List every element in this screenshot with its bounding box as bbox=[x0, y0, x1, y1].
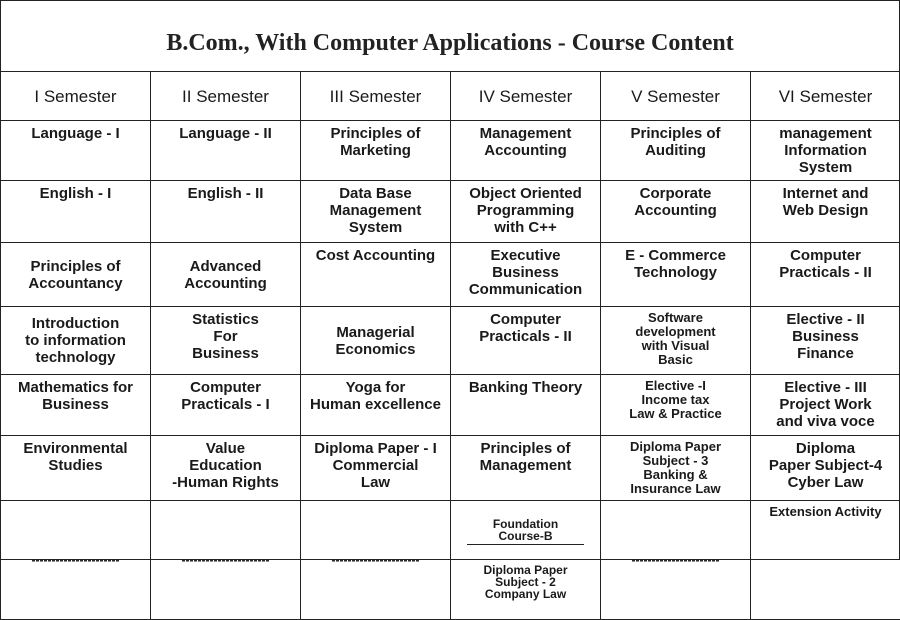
course-cell: Elective -I Income tax Law & Practice bbox=[601, 375, 751, 436]
empty-cell-dashes: ---------------------- bbox=[601, 501, 751, 620]
table-row bbox=[1, 307, 900, 375]
table-row bbox=[1, 181, 900, 243]
course-cell: Value Education -Human Rights bbox=[151, 436, 301, 501]
course-cell: Diploma Paper Subject - 3 Banking & Insurance Law bbox=[601, 436, 751, 501]
course-cell: management Information System bbox=[751, 121, 900, 181]
table-row bbox=[1, 501, 900, 620]
course-cell: Statistics For Business bbox=[151, 307, 301, 375]
course-cell: Extension Activity bbox=[751, 501, 900, 620]
course-cell: Yoga for Human excellence bbox=[301, 375, 451, 436]
course-cell: Diploma Paper Subject-4 Cyber Law bbox=[751, 436, 900, 501]
course-cell: Language - I bbox=[1, 121, 151, 181]
course-cell: Internet and Web Design bbox=[751, 181, 900, 243]
table-row bbox=[1, 375, 900, 436]
page-title: B.Com., With Computer Applications - Course Content bbox=[0, 30, 900, 57]
course-cell: Data Base Management System bbox=[301, 181, 451, 243]
course-cell: Cost Accounting bbox=[301, 243, 451, 307]
semester-1-header: I Semester bbox=[1, 72, 151, 121]
course-cell: Corporate Accounting bbox=[601, 181, 751, 243]
course-cell: English - II bbox=[151, 181, 301, 243]
semester-4-header: IV Semester bbox=[451, 72, 601, 121]
course-cell: Software development with Visual Basic bbox=[601, 307, 751, 375]
course-cell: Computer Practicals - II bbox=[751, 243, 900, 307]
course-cell: Elective - II Business Finance bbox=[751, 307, 900, 375]
empty-cell-dashes: ---------------------- bbox=[151, 501, 301, 620]
course-cell: Language - II bbox=[151, 121, 301, 181]
table-row bbox=[1, 436, 900, 501]
semester-2-header: II Semester bbox=[151, 72, 301, 121]
foundation-course-label: Foundation Course-B bbox=[467, 518, 584, 545]
course-cell: Environmental Studies bbox=[1, 436, 151, 501]
course-cell: Principles of Marketing bbox=[301, 121, 451, 181]
course-cell: Executive Business Communication bbox=[451, 243, 601, 307]
header-row bbox=[1, 72, 900, 121]
course-cell: Introduction to information technology bbox=[1, 307, 151, 375]
course-cell: Banking Theory bbox=[451, 375, 601, 436]
empty-cell-dashes: ---------------------- bbox=[1, 501, 151, 620]
course-cell: Object Oriented Programming with C++ bbox=[451, 181, 601, 243]
empty-cell-dashes: ---------------------- bbox=[301, 501, 451, 620]
course-cell: Principles of Management bbox=[451, 436, 601, 501]
semester-6-header: VI Semester bbox=[751, 72, 900, 121]
course-cell: Computer Practicals - II bbox=[451, 307, 601, 375]
course-cell: Principles of Auditing bbox=[601, 121, 751, 181]
course-cell: Management Accounting bbox=[451, 121, 601, 181]
table-row bbox=[1, 121, 900, 181]
table-row bbox=[1, 243, 900, 307]
diploma-paper-2-label: Diploma Paper Subject - 2 Company Law bbox=[455, 564, 596, 600]
course-cell: Mathematics for Business bbox=[1, 375, 151, 436]
course-cell: Managerial Economics bbox=[301, 307, 451, 375]
course-cell: Elective - III Project Work and viva voce bbox=[751, 375, 900, 436]
course-cell-split bbox=[451, 501, 601, 620]
course-cell: Advanced Accounting bbox=[151, 243, 301, 307]
semester-3-header: III Semester bbox=[301, 72, 451, 121]
course-cell: Diploma Paper - I Commercial Law bbox=[301, 436, 451, 501]
course-content-table bbox=[0, 71, 900, 620]
course-cell: English - I bbox=[1, 181, 151, 243]
semester-5-header: V Semester bbox=[601, 72, 751, 121]
course-cell: E - Commerce Technology bbox=[601, 243, 751, 307]
course-cell: Principles of Accountancy bbox=[1, 243, 151, 307]
course-cell: Computer Practicals - I bbox=[151, 375, 301, 436]
